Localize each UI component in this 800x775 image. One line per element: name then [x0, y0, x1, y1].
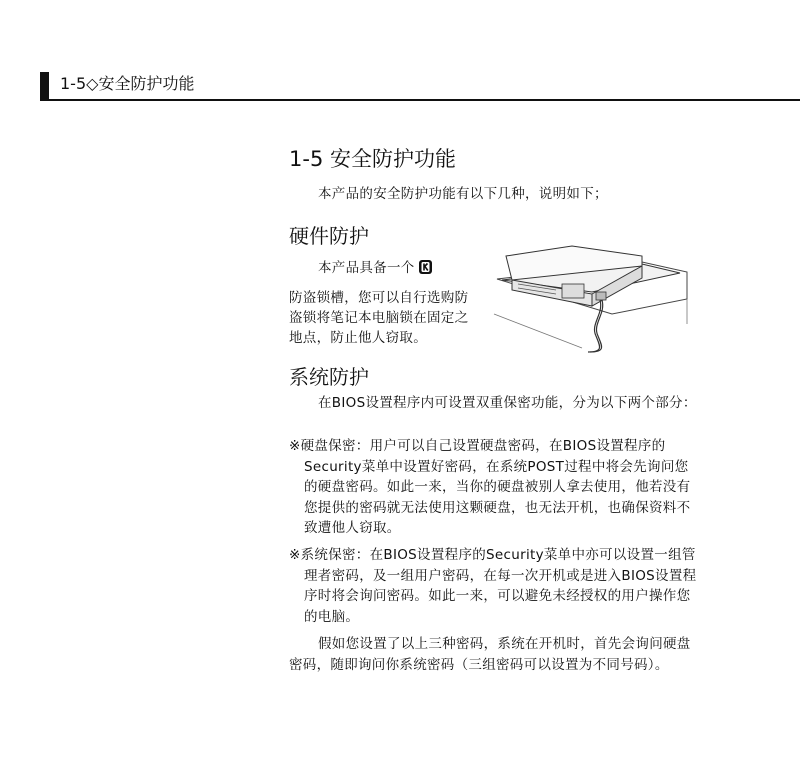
system-intro: 在BIOS设置程序内可设置双重保密功能，分为以下两个部分：: [318, 395, 697, 411]
laptop-lock-illustration: [492, 244, 692, 356]
header-rule: [40, 99, 800, 101]
header-bar: [40, 72, 49, 101]
note-system-password: ※系统保密：在BIOS设置程序的Security菜单中亦可以设置一组管理者密码，及一组用户密码，在每一次开机或是进入BIOS设置程序时将会询问密码。如此一来，可以避免未经授权的用户操作您的电脑。: [289, 547, 697, 625]
hardware-body: 防盗锁槽，您可以自行选购防盗锁将笔记本电脑锁在固定之地点，防止他人窃取。: [289, 290, 469, 346]
hardware-heading: 硬件防护: [289, 224, 369, 248]
page-title: 1-5 安全防护功能: [289, 147, 456, 171]
closing-paragraph: 假如您设置了以上三种密码，系统在开机时，首先会询问硬盘密码，随即询问你系统密码（三组密码可以设置为不同号码）。: [289, 636, 691, 673]
kensington-lock-icon: [418, 259, 433, 282]
system-heading: 系统防护: [289, 365, 369, 389]
hardware-intro: [318, 258, 433, 282]
running-header: 1-5◇安全防护功能: [60, 74, 195, 93]
note-hard-disk: ※硬盘保密：用户可以自己设置硬盘密码，在BIOS设置程序的Security菜单中设置好密码，在系统POST过程中将会先询问您的硬盘密码。如此一来，当你的硬盘被别人拿去使用，他若没有您提供的密码就无法使用这颗硬盘，也无法开机，也确保资料不致遭他人窃取。: [289, 438, 691, 536]
hardware-intro-text: 本产品具备一个: [318, 260, 415, 276]
intro-paragraph: 本产品的安全防护功能有以下几种，说明如下；: [318, 186, 608, 202]
